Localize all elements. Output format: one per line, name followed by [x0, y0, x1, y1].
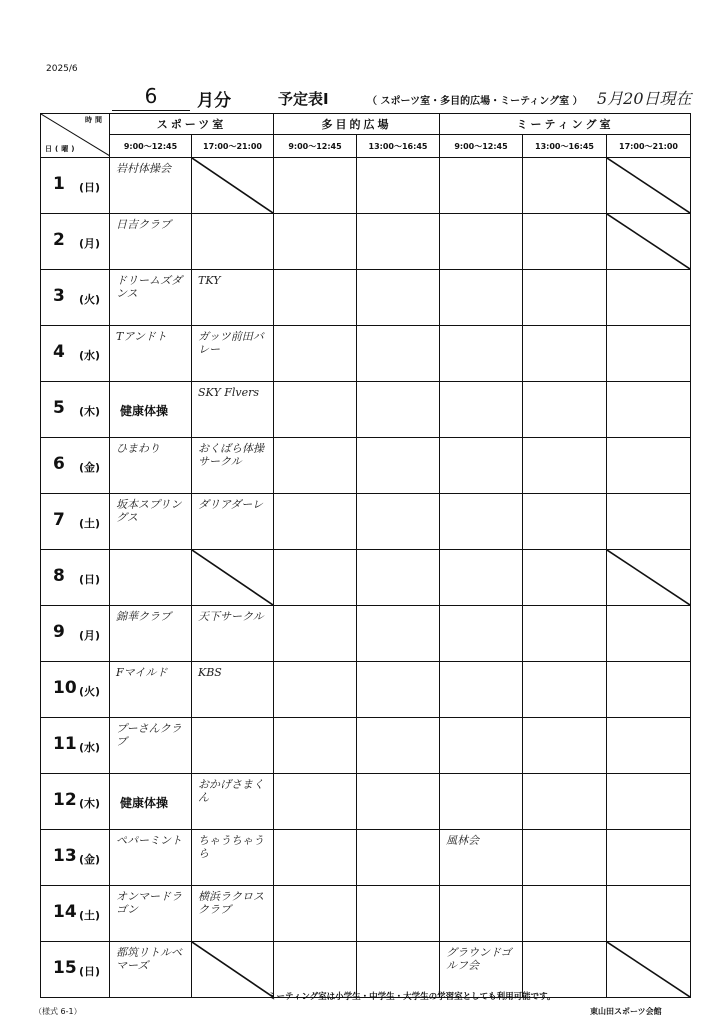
schedule-cell[interactable] — [357, 606, 440, 662]
footer-note: ミーティング室は小学生・中学生・大学生の学習室としても利用可能です。 — [268, 992, 556, 1002]
day-label-cell — [41, 606, 110, 662]
schedule-cell[interactable] — [440, 494, 523, 550]
schedule-cell[interactable] — [440, 606, 523, 662]
day-of-week: (日) — [79, 181, 101, 194]
closed-slot-diagonal — [607, 158, 690, 213]
schedule-cell[interactable] — [274, 494, 357, 550]
schedule-cell[interactable] — [523, 606, 607, 662]
schedule-cell[interactable] — [357, 326, 440, 382]
schedule-cell[interactable] — [274, 830, 357, 886]
schedule-cell[interactable] — [607, 158, 691, 214]
day-number: 4 — [53, 342, 65, 362]
handwritten-entry: KBS — [198, 666, 222, 679]
schedule-cell[interactable] — [192, 214, 274, 270]
rooms-label: （ スポーツ室・多目的広場・ミーティング室 ） — [367, 96, 583, 107]
schedule-cell[interactable] — [607, 774, 691, 830]
day-label-cell — [41, 942, 110, 998]
handwritten-entry: 横浜ラクロスクラブ — [198, 890, 264, 916]
handwritten-entry: Tアンドト — [116, 330, 167, 343]
schedule-cell[interactable] — [274, 550, 357, 606]
day-label-cell — [41, 158, 110, 214]
schedule-cell[interactable] — [357, 830, 440, 886]
day-of-week: (月) — [79, 237, 101, 250]
day-of-week: (水) — [79, 349, 101, 362]
handwritten-entry: ドリームズダンス — [116, 274, 182, 300]
schedule-cell[interactable] — [523, 270, 607, 326]
day-label-cell — [41, 662, 110, 718]
schedule-cell[interactable] — [274, 158, 357, 214]
schedule-cell[interactable] — [357, 438, 440, 494]
day-row — [41, 326, 691, 382]
schedule-cell[interactable] — [274, 718, 357, 774]
handwritten-entry: 坂本スプリングス — [116, 498, 182, 524]
printed-entry: 健康体操 — [120, 796, 169, 810]
schedule-cell[interactable] — [440, 438, 523, 494]
schedule-title: 予定表Ⅰ — [278, 90, 329, 108]
handwritten-entry: 都筑リトルベマーズ — [116, 946, 182, 972]
schedule-cell[interactable] — [192, 942, 274, 998]
handwritten-entry: TKY — [198, 274, 221, 287]
schedule-cell[interactable] — [110, 942, 192, 998]
day-label-cell — [41, 886, 110, 942]
handwritten-entry: ちゃうちゃうら — [198, 834, 264, 860]
time-slot-header: 13:00～16:45 — [523, 135, 607, 158]
day-label-cell — [41, 550, 110, 606]
schedule-cell[interactable] — [440, 774, 523, 830]
schedule-cell[interactable] — [523, 438, 607, 494]
schedule-cell[interactable] — [607, 270, 691, 326]
day-number: 7 — [53, 510, 65, 530]
schedule-cell[interactable] — [357, 214, 440, 270]
schedule-cell[interactable] — [523, 158, 607, 214]
day-row — [41, 270, 691, 326]
schedule-cell[interactable] — [192, 718, 274, 774]
form-number: （様式 6-1） — [34, 1007, 82, 1016]
schedule-cell[interactable] — [192, 270, 274, 326]
closed-slot-diagonal — [192, 942, 273, 997]
schedule-cell[interactable] — [607, 494, 691, 550]
day-of-week: (日) — [79, 573, 101, 586]
schedule-cell[interactable] — [607, 830, 691, 886]
day-label-cell — [41, 494, 110, 550]
month-number: 6 — [112, 84, 190, 111]
schedule-cell[interactable] — [523, 326, 607, 382]
time-slot-header: 9:00～12:45 — [110, 135, 192, 158]
organization-name: 東山田スポーツ会館 — [590, 1007, 662, 1016]
schedule-cell[interactable] — [357, 494, 440, 550]
day-row — [41, 438, 691, 494]
schedule-cell[interactable] — [110, 158, 192, 214]
day-row — [41, 886, 691, 942]
header-corner — [41, 114, 110, 158]
day-of-week: (月) — [79, 629, 101, 642]
schedule-cell[interactable] — [440, 662, 523, 718]
schedule-cell[interactable] — [192, 550, 274, 606]
day-label-cell — [41, 438, 110, 494]
day-row — [41, 214, 691, 270]
handwritten-entry: SKY Flvers — [198, 386, 259, 399]
schedule-cell[interactable] — [523, 830, 607, 886]
day-of-week: (木) — [79, 405, 101, 418]
schedule-cell[interactable] — [440, 550, 523, 606]
closed-slot-diagonal — [192, 158, 273, 213]
schedule-cell[interactable] — [357, 270, 440, 326]
schedule-cell[interactable] — [607, 382, 691, 438]
handwritten-entry: ダリアダーレ — [198, 498, 264, 511]
day-of-week: (金) — [79, 853, 101, 866]
day-label-cell — [41, 774, 110, 830]
schedule-cell[interactable] — [110, 662, 192, 718]
schedule-cell[interactable] — [110, 382, 192, 438]
schedule-cell[interactable] — [274, 270, 357, 326]
schedule-cell[interactable] — [357, 718, 440, 774]
day-row — [41, 494, 691, 550]
corner-time-label: 時間 — [85, 116, 105, 124]
schedule-cell[interactable] — [274, 886, 357, 942]
schedule-cell[interactable] — [274, 606, 357, 662]
schedule-cell[interactable] — [110, 606, 192, 662]
schedule-cell[interactable] — [357, 774, 440, 830]
schedule-cell[interactable] — [192, 382, 274, 438]
time-slot-header: 9:00～12:45 — [274, 135, 357, 158]
schedule-cell[interactable] — [110, 270, 192, 326]
schedule-cell[interactable] — [523, 550, 607, 606]
schedule-cell[interactable] — [110, 550, 192, 606]
schedule-cell[interactable] — [357, 550, 440, 606]
day-row — [41, 774, 691, 830]
day-of-week: (日) — [79, 965, 101, 978]
closed-slot-diagonal — [607, 214, 690, 269]
month-label: 月分 — [197, 91, 231, 111]
day-of-week: (金) — [79, 461, 101, 474]
day-number: 5 — [53, 398, 65, 418]
schedule-cell[interactable] — [523, 382, 607, 438]
day-row — [41, 606, 691, 662]
schedule-cell[interactable] — [440, 382, 523, 438]
schedule-cell[interactable] — [192, 158, 274, 214]
schedule-cell[interactable] — [523, 718, 607, 774]
handwritten-entry: 日吉クラブ — [116, 218, 171, 231]
schedule-cell[interactable] — [192, 326, 274, 382]
schedule-cell[interactable] — [607, 662, 691, 718]
day-number: 2 — [53, 230, 65, 250]
day-label-cell — [41, 214, 110, 270]
handwritten-entry: ペパーミント — [116, 834, 182, 847]
time-slot-header: 17:00～21:00 — [607, 135, 691, 158]
schedule-cell[interactable] — [357, 382, 440, 438]
as-of-date: 5月20日現在 — [597, 89, 692, 108]
schedule-cell[interactable] — [440, 158, 523, 214]
schedule-cell[interactable] — [607, 550, 691, 606]
schedule-cell[interactable] — [110, 214, 192, 270]
closed-slot-diagonal — [192, 550, 273, 605]
day-label-cell — [41, 830, 110, 886]
schedule-cell[interactable] — [192, 830, 274, 886]
printed-entry: 健康体操 — [120, 404, 169, 418]
time-slot-header: 17:00～21:00 — [192, 135, 274, 158]
year-label: 2025/6 — [46, 64, 78, 74]
day-number: 10 — [53, 678, 77, 698]
schedule-cell[interactable] — [607, 214, 691, 270]
group-header-sports-room: スポーツ室 — [110, 114, 274, 135]
schedule-cell[interactable] — [192, 438, 274, 494]
day-number: 9 — [53, 622, 65, 642]
schedule-cell[interactable] — [523, 886, 607, 942]
schedule-cell[interactable] — [192, 494, 274, 550]
schedule-cell[interactable] — [274, 326, 357, 382]
schedule-cell[interactable] — [440, 270, 523, 326]
schedule-cell[interactable] — [274, 438, 357, 494]
day-number: 3 — [53, 286, 65, 306]
closed-slot-diagonal — [607, 550, 690, 605]
schedule-cell[interactable] — [607, 606, 691, 662]
schedule-cell[interactable] — [274, 774, 357, 830]
corner-day-label: 日(曜) — [45, 145, 78, 153]
handwritten-entry: 天下サークル — [198, 610, 264, 623]
handwritten-entry: 錦華クラブ — [116, 610, 171, 623]
schedule-cell[interactable] — [110, 718, 192, 774]
schedule-cell[interactable] — [357, 886, 440, 942]
day-label-cell — [41, 382, 110, 438]
closed-slot-diagonal — [607, 942, 690, 997]
schedule-cell[interactable] — [110, 830, 192, 886]
handwritten-entry: ひまわり — [116, 442, 160, 455]
handwritten-entry: グラウンドゴルフ会 — [446, 946, 512, 972]
schedule-cell[interactable] — [274, 214, 357, 270]
handwritten-entry: 岩村体操会 — [116, 162, 171, 175]
day-number: 11 — [53, 734, 77, 754]
day-row — [41, 830, 691, 886]
schedule-cell[interactable] — [440, 214, 523, 270]
schedule-cell[interactable] — [192, 886, 274, 942]
schedule-cell[interactable] — [110, 886, 192, 942]
day-label-cell — [41, 270, 110, 326]
day-of-week: (土) — [79, 517, 101, 530]
day-number: 15 — [53, 958, 77, 978]
day-number: 1 — [53, 174, 65, 194]
schedule-cell[interactable] — [607, 438, 691, 494]
day-label-cell — [41, 718, 110, 774]
schedule-cell[interactable] — [523, 494, 607, 550]
handwritten-entry: Fマイルド — [116, 666, 168, 679]
day-row — [41, 718, 691, 774]
group-header-plaza: 多目的広場 — [274, 114, 440, 135]
schedule-cell[interactable] — [110, 494, 192, 550]
handwritten-entry: おくばら体操サークル — [198, 442, 264, 468]
schedule-cell[interactable] — [607, 886, 691, 942]
schedule-cell[interactable] — [607, 326, 691, 382]
day-row — [41, 382, 691, 438]
schedule-cell[interactable] — [440, 326, 523, 382]
schedule-cell[interactable] — [274, 662, 357, 718]
schedule-cell[interactable] — [440, 830, 523, 886]
schedule-cell[interactable] — [523, 662, 607, 718]
day-number: 6 — [53, 454, 65, 474]
schedule-cell[interactable] — [523, 214, 607, 270]
day-of-week: (木) — [79, 797, 101, 810]
schedule-cell[interactable] — [440, 718, 523, 774]
handwritten-entry: おかげさまくん — [198, 778, 264, 804]
time-slot-header: 9:00～12:45 — [440, 135, 523, 158]
schedule-cell[interactable] — [192, 774, 274, 830]
day-label-cell — [41, 326, 110, 382]
schedule-cell[interactable] — [110, 326, 192, 382]
day-number: 12 — [53, 790, 77, 810]
day-of-week: (火) — [79, 293, 101, 306]
day-row — [41, 662, 691, 718]
schedule-cell[interactable] — [110, 438, 192, 494]
schedule-cell[interactable] — [192, 662, 274, 718]
schedule-cell[interactable] — [607, 942, 691, 998]
schedule-cell[interactable] — [607, 718, 691, 774]
handwritten-entry: プーさんクラブ — [116, 722, 182, 748]
schedule-cell[interactable] — [357, 158, 440, 214]
day-of-week: (水) — [79, 741, 101, 754]
day-number: 8 — [53, 566, 65, 586]
schedule-cell[interactable] — [274, 382, 357, 438]
day-row — [41, 550, 691, 606]
schedule-cell[interactable] — [110, 774, 192, 830]
group-header-meeting-room: ミーティング室 — [440, 114, 691, 135]
schedule-table — [40, 113, 691, 998]
schedule-cell[interactable] — [192, 606, 274, 662]
handwritten-entry: 風林会 — [446, 834, 479, 847]
time-slot-header: 13:00～16:45 — [357, 135, 440, 158]
day-number: 13 — [53, 846, 77, 866]
day-of-week: (土) — [79, 909, 101, 922]
day-row — [41, 158, 691, 214]
schedule-cell[interactable] — [523, 774, 607, 830]
day-number: 14 — [53, 902, 77, 922]
schedule-cell[interactable] — [440, 886, 523, 942]
handwritten-entry: ガッツ前田バレー — [198, 330, 264, 356]
day-of-week: (火) — [79, 685, 101, 698]
handwritten-entry: オンマードラゴン — [116, 890, 182, 916]
schedule-cell[interactable] — [357, 662, 440, 718]
